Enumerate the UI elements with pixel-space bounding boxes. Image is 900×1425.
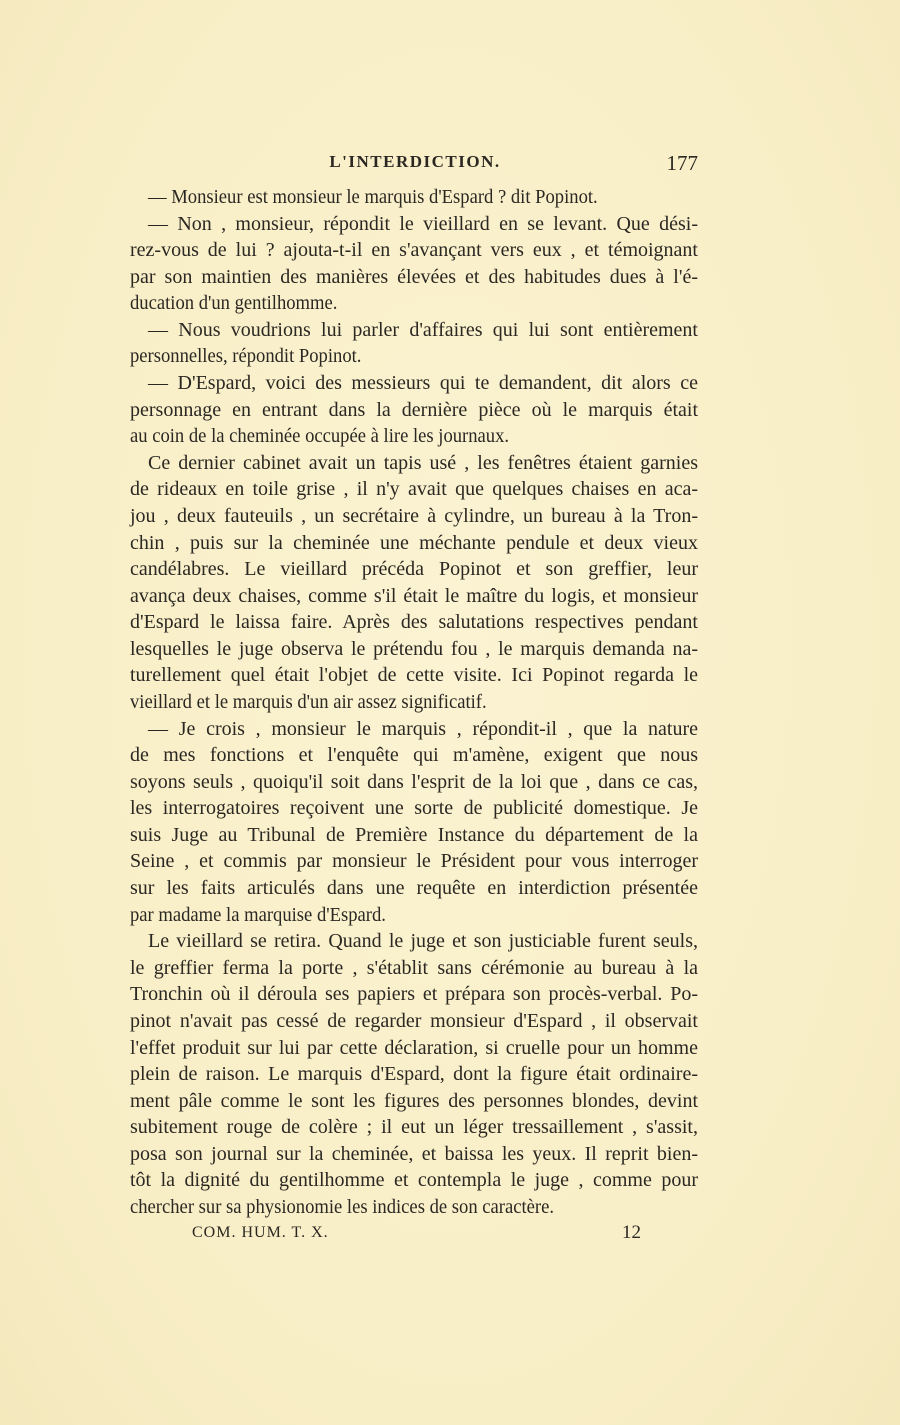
- line-text: vieillard et le marquis d'un air assez significatif.: [130, 690, 487, 713]
- text-line: [130, 184, 698, 211]
- paragraph: [130, 184, 698, 211]
- text-line: [130, 1114, 698, 1141]
- line-text: suis Juge au Tribunal de Première Instance du département de la: [130, 823, 698, 846]
- text-line: [130, 1035, 698, 1062]
- line-text: pinot n'avait pas cessé de regarder monsieur d'Espard , il observait: [130, 1009, 698, 1032]
- text-line: [130, 530, 698, 557]
- line-text: Seine , et commis par monsieur le Président pour vous interroger: [130, 850, 698, 873]
- text-line: [130, 423, 698, 450]
- line-text: subitement rouge de colère ; il eut un léger tressaillement , s'assit,: [130, 1116, 698, 1139]
- text-line: [130, 1008, 698, 1035]
- text-line: [130, 503, 698, 530]
- line-text: — Monsieur est monsieur le marquis d'Espard ? dit Popinot.: [148, 186, 598, 208]
- line-text: turellement quel était l'objet de cette visite. Ici Popinot regarda le: [130, 664, 698, 687]
- text-line: [130, 397, 698, 424]
- text-line: [130, 822, 698, 849]
- line-text: d'Espard le laissa faire. Après des salutations respectives pendant: [130, 611, 698, 634]
- text-line: [130, 1061, 698, 1088]
- text-line: [130, 317, 698, 344]
- line-text: plein de raison. Le marquis d'Espard, dont la figure était ordinaire-: [130, 1063, 698, 1086]
- line-text: rez-vous de lui ? ajouta-t-il en s'avançant vers eux , et témoignant: [130, 239, 698, 262]
- text-line: [130, 1167, 698, 1194]
- line-text: tôt la dignité du gentilhomme et contempla le juge , comme pour: [130, 1169, 698, 1192]
- text-line: [130, 1194, 698, 1221]
- line-text: personnelles, répondit Popinot.: [130, 345, 362, 368]
- paragraph: [130, 928, 698, 1220]
- line-text: — Je crois , monsieur le marquis , répondit-il , que la nature: [148, 717, 698, 740]
- line-text: chin , puis sur la cheminée une méchante pendule et deux vieux: [130, 531, 698, 554]
- text-line: [130, 742, 698, 769]
- text-line: [130, 1088, 698, 1115]
- paragraph: [130, 716, 698, 929]
- text-line: [130, 981, 698, 1008]
- text-line: [130, 237, 698, 264]
- line-text: Tronchin où il déroula ses papiers et prépara son procès-verbal. Po-: [130, 983, 698, 1006]
- text-line: [130, 662, 698, 689]
- line-text: de mes fonctions et l'enquête qui m'amène, exigent que nous: [130, 744, 698, 767]
- line-text: ment pâle comme le sont les figures des personnes blondes, devint: [130, 1089, 698, 1112]
- text-line: [130, 370, 698, 397]
- text-line: [130, 769, 698, 796]
- line-text: le greffier ferma la porte , s'établit sans cérémonie au bureau à la: [130, 956, 698, 979]
- text-line: [130, 928, 698, 955]
- paragraph: [130, 370, 698, 450]
- text-line: [130, 476, 698, 503]
- line-text: personnage en entrant dans la dernière pièce où le marquis était: [130, 398, 698, 421]
- text-line: [130, 609, 698, 636]
- line-text: — D'Espard, voici des messieurs qui te demandent, dit alors ce: [148, 372, 698, 395]
- line-text: avança deux chaises, comme s'il était le maître du logis, et monsieur: [130, 584, 698, 607]
- line-text: — Nous voudrions lui parler d'affaires qui lui sont entièrement: [148, 318, 698, 341]
- line-text: par son maintien des manières élevées et des habitudes dues à l'é-: [130, 265, 698, 288]
- line-text: posa son journal sur la cheminée, et baissa les yeux. Il reprit bien-: [130, 1142, 698, 1165]
- line-text: ducation d'un gentilhomme.: [130, 292, 338, 315]
- text-line: [130, 583, 698, 610]
- paragraph: [130, 450, 698, 716]
- text-line: [130, 556, 698, 583]
- text-line: [130, 716, 698, 743]
- line-text: sur les faits articulés dans une requête en interdiction présentée: [130, 877, 698, 900]
- line-text: les interrogatoires reçoivent une sorte de publicité domestique. Je: [130, 797, 698, 820]
- text-line: [130, 290, 698, 317]
- line-text: soyons seuls , quoiqu'il soit dans l'esprit de la loi que , dans ce cas,: [130, 770, 698, 793]
- text-line: [130, 848, 698, 875]
- text-line: [130, 636, 698, 663]
- line-text: Ce dernier cabinet avait un tapis usé , les fenêtres étaient garnies: [148, 451, 698, 474]
- line-text: Le vieillard se retira. Quand le juge et son justiciable furent seuls,: [148, 930, 698, 953]
- sheet-number: 12: [622, 1222, 641, 1243]
- line-text: chercher sur sa physionomie les indices de son caractère.: [130, 1195, 555, 1218]
- text-line: [130, 343, 698, 370]
- line-text: au coin de la cheminée occupée à lire les journaux.: [130, 425, 510, 448]
- text-line: [130, 875, 698, 902]
- line-text: lesquelles le juge observa le prétendu fou , le marquis demanda na-: [130, 637, 698, 660]
- text-line: [130, 902, 698, 929]
- line-text: par madame la marquise d'Espard.: [130, 903, 386, 926]
- text-line: [130, 1141, 698, 1168]
- body-text: [130, 184, 698, 1221]
- paragraph: [130, 211, 698, 317]
- text-line: [130, 450, 698, 477]
- text-line: [130, 795, 698, 822]
- line-text: — Non , monsieur, répondit le vieillard en se levant. Que dési-: [148, 212, 698, 235]
- line-text: de rideaux en toile grise , il n'y avait que quelques chaises en aca-: [130, 478, 698, 501]
- line-text: jou , deux fauteuils , un secrétaire à cylindre, un bureau à la Tron-: [130, 504, 698, 527]
- text-line: [130, 955, 698, 982]
- text-line: [130, 264, 698, 291]
- line-text: l'effet produit sur lui par cette déclaration, si cruelle pour un homme: [130, 1036, 698, 1059]
- signature-mark: COM. HUM. T. X.: [192, 1224, 329, 1241]
- text-line: [130, 211, 698, 238]
- running-head-title: L'INTERDICTION.: [329, 152, 501, 171]
- page-number: 177: [666, 151, 698, 175]
- paragraph: [130, 317, 698, 370]
- line-text: candélabres. Le vieillard précéda Popinot et son greffier, leur: [130, 558, 698, 581]
- text-line: [130, 689, 698, 716]
